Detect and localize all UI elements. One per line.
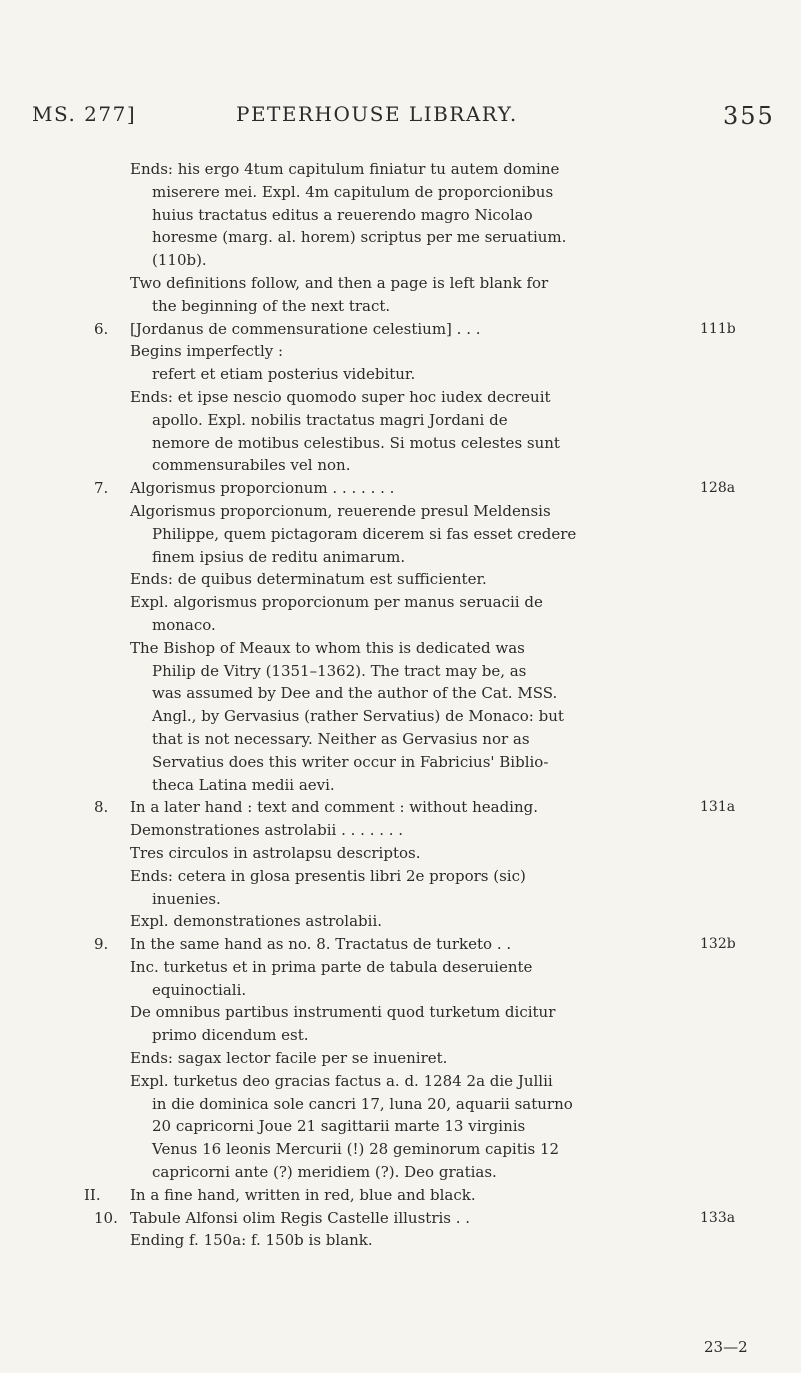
entry-text-line: Demonstrationes astrolabii . . . . . . . [130,821,404,840]
running-header [0,102,801,134]
catalogue-entry [0,318,801,478]
entry-number: 6. [94,319,109,338]
entry-text-line: 20 capricorni Joue 21 sagittarii marte 13 virginis [152,1117,526,1136]
entry-text-line: Philip de Vitry (1351–1362). The tract may be, as [152,661,527,680]
entry-text-line: Expl. turketus deo gracias factus a. d. 1284 2a die Jullii [130,1071,553,1090]
entry-text-line: in die dominica sole cancri 17, luna 20, aquarii saturno [152,1094,573,1113]
entry-text-line: that is not necessary. Neither as Gervasius nor as [152,729,530,748]
catalogue-entry [0,477,801,796]
catalogue-entry [0,796,801,933]
entry-text-line: was assumed by Dee and the author of the Cat. MSS. [152,684,558,703]
entry-text-line: equinoctiali. [152,980,247,999]
entry-text-line: Expl. algorismus proporcionum per manus seruacii de [130,593,543,612]
entry-text-line: Philippe, quem pictagoram dicerem si fas esset credere [152,524,577,543]
entry-text-line: huius tractatus editus a reuerendo magro Nicolao [152,205,533,224]
entry-text-line: Begins imperfectly : [130,342,284,361]
entry-text-line: Algorismus proporcionum, reuerende presul Meldensis [130,501,551,520]
entry-text-line: In a fine hand, written in red, blue and black. [130,1185,476,1204]
entry-text-line: In a later hand : text and comment : without heading. [130,798,538,817]
entry-text-line: Tabule Alfonsi olim Regis Castelle illustris . . [130,1208,471,1227]
entry-text-line: Ends: cetera in glosa presentis libri 2e propors (sic) [130,866,526,885]
entry-text-line: inuenies. [152,889,221,908]
entry-text-line: Two definitions follow, and then a page is left blank for [130,273,549,292]
entry-text-line: miserere mei. Expl. 4m capitulum de proporcionibus [152,182,554,201]
folio-reference: 132b [700,936,736,953]
folio-reference: 131a [700,799,736,816]
catalogue-entry [0,158,801,318]
page-number: 355 [723,102,775,130]
folio-reference: 128a [700,480,736,497]
entry-text-line: Ends: his ergo 4tum capitulum finiatur tu autem domine [130,160,560,178]
entry-text-line: [Jordanus de commensuratione celestium] . . . [130,319,481,338]
catalogue-entries [0,158,801,1252]
entry-number: II. [84,1185,101,1204]
entry-text-line: Tres circulos in astrolapsu descriptos. [130,843,421,862]
entry-text-line: the beginning of the next tract. [152,296,391,315]
entry-text-line: horesme (marg. al. horem) scriptus per me seruatium. [152,228,567,247]
entry-text-line: primo dicendum est. [152,1026,309,1045]
catalogue-entry [0,1207,801,1253]
entry-number: 7. [94,479,109,498]
entry-text-line: apollo. Expl. nobilis tractatus magri Jordani de [152,410,508,429]
entry-text-line: In the same hand as no. 8. Tractatus de turketo . . [130,935,512,954]
entry-text-line: capricorni ante (?) meridiem (?). Deo gratias. [152,1163,497,1182]
signature-mark: 23—2 [704,1338,748,1356]
catalogue-entry [0,933,801,1184]
entry-text-line: (110b). [152,251,207,270]
folio-reference: 133a [700,1209,736,1226]
entry-text-line: finem ipsius de reditu animarum. [152,547,406,566]
entry-text-line: Ends: de quibus determinatum est sufficienter. [130,570,487,589]
entry-number: 10. [94,1208,118,1227]
folio-reference: 111b [700,320,736,337]
entry-text-line: monaco. [152,615,216,634]
entry-text-line: Expl. demonstrationes astrolabii. [130,912,383,931]
entry-text-line: Servatius does this writer occur in Fabricius' Biblio- [152,752,549,771]
entry-text-line: refert et etiam posterius videbitur. [152,365,416,384]
entry-number: 9. [94,935,109,954]
entry-text-line: Ends: sagax lector facile per se inueniret. [130,1049,448,1068]
entry-text-line: Venus 16 leonis Mercurii (!) 28 geminorum capitis 12 [152,1140,560,1159]
entry-text-line: Algorismus proporcionum . . . . . . . [130,479,395,498]
manuscript-reference: MS. 277] [32,102,137,126]
entry-text-line: Ending f. 150a: f. 150b is blank. [130,1231,373,1250]
entry-text-line: The Bishop of Meaux to whom this is dedicated was [130,638,525,657]
entry-text-line: theca Latina medii aevi. [152,775,335,794]
entry-text-line: Inc. turketus et in prima parte de tabula deseruiente [130,957,533,976]
entry-text-line: Angl., by Gervasius (rather Servatius) de Monaco: but [152,707,564,726]
entry-text-line: De omnibus partibus instrumenti quod turketum dicitur [130,1003,556,1022]
entry-number: 8. [94,798,109,817]
catalogue-entry [0,1184,801,1207]
library-title: PETERHOUSE LIBRARY. [236,102,518,126]
entry-text-line: commensurabiles vel non. [152,456,351,475]
entry-text-line: Ends: et ipse nescio quomodo super hoc iudex decreuit [130,387,551,406]
entry-text-line: nemore de motibus celestibus. Si motus celestes sunt [152,433,560,452]
